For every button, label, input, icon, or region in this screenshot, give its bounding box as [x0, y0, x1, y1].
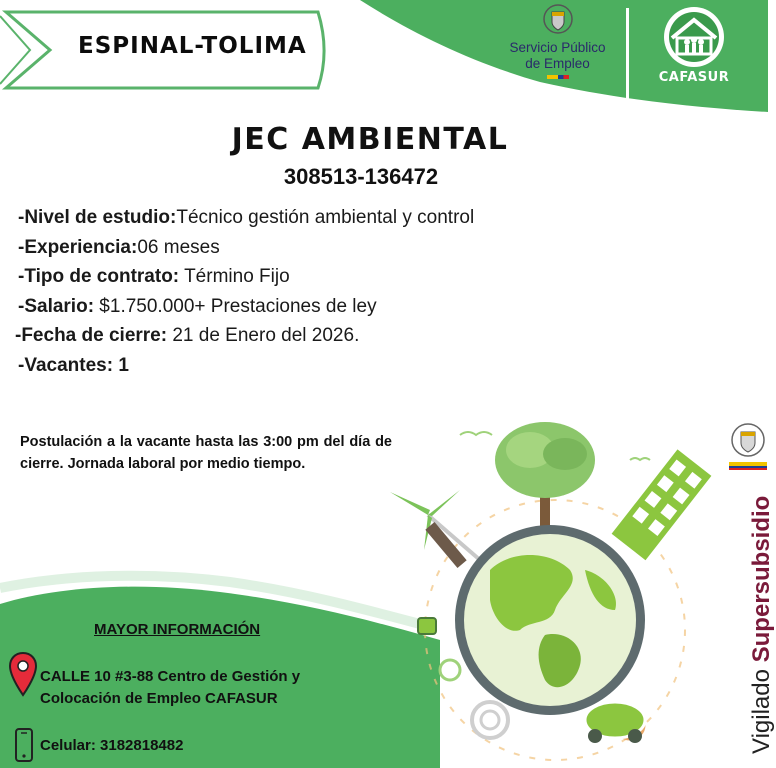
cafasur-wordmark: CAFASUR [658, 70, 730, 85]
colombia-flag [547, 75, 569, 79]
location-label: ESPINAL-TOLIMA [78, 33, 307, 59]
detail-fecha-cierre [15, 325, 474, 355]
spe-logo [495, 0, 620, 82]
detail-label: -Salario: [18, 295, 95, 317]
contact-address: CALLE 10 #3-88 Centro de Gestión y Colocación de Empleo CAFASUR [40, 668, 301, 707]
detail-label: -Experiencia: [18, 236, 138, 258]
vigilado-brand: Supersubsidio [748, 495, 775, 663]
job-code: 308513-136472 [283, 164, 439, 189]
detail-value: 21 de Enero del 2026. [167, 325, 360, 346]
detail-value: Término Fijo [179, 266, 290, 287]
contact-phone: Celular: 3182818482 [40, 737, 184, 754]
detail-tipo-contrato [18, 266, 474, 296]
detail-label: -Fecha de cierre: [15, 325, 168, 346]
location-pin-icon [8, 651, 38, 697]
detail-experiencia [18, 237, 474, 267]
logo-divider [626, 8, 629, 112]
application-note: Postulación a la vacante hasta las 3:00 pm del día de cierre. Jornada laboral por medio tiempo. [20, 434, 392, 472]
detail-value: Técnico gestión ambiental y control [176, 207, 475, 228]
detail-label: -Tipo de contrato: [18, 266, 180, 287]
mobile-phone-icon [14, 727, 34, 763]
spe-line1: Servicio Público [509, 40, 606, 55]
detail-value: 06 meses [137, 236, 220, 258]
job-title: JEC AMBIENTAL [231, 122, 509, 157]
detail-salario [18, 296, 474, 326]
eco-globe-illustration [380, 420, 730, 768]
colombia-shield-icon [541, 2, 575, 38]
spe-line2: de Empleo [525, 56, 590, 71]
detail-label: -Vacantes: 1 [18, 354, 129, 376]
colombia-flag [729, 462, 767, 470]
detail-nivel-estudio [18, 207, 474, 237]
detail-label: -Nivel de estudio: [18, 207, 177, 228]
colombia-shield-icon [728, 418, 768, 466]
vigilado-supersubsidio [748, 496, 776, 754]
job-details [15, 207, 475, 384]
detail-value: $1.750.000+ Prestaciones de ley [94, 295, 377, 317]
more-info-heading: MAYOR INFORMACIÓN [94, 621, 261, 638]
cafasur-logo [650, 4, 738, 88]
vigilado-prefix: Vigilado [748, 662, 775, 754]
detail-vacantes [18, 355, 474, 385]
cafasur-logo-icon [650, 4, 738, 70]
